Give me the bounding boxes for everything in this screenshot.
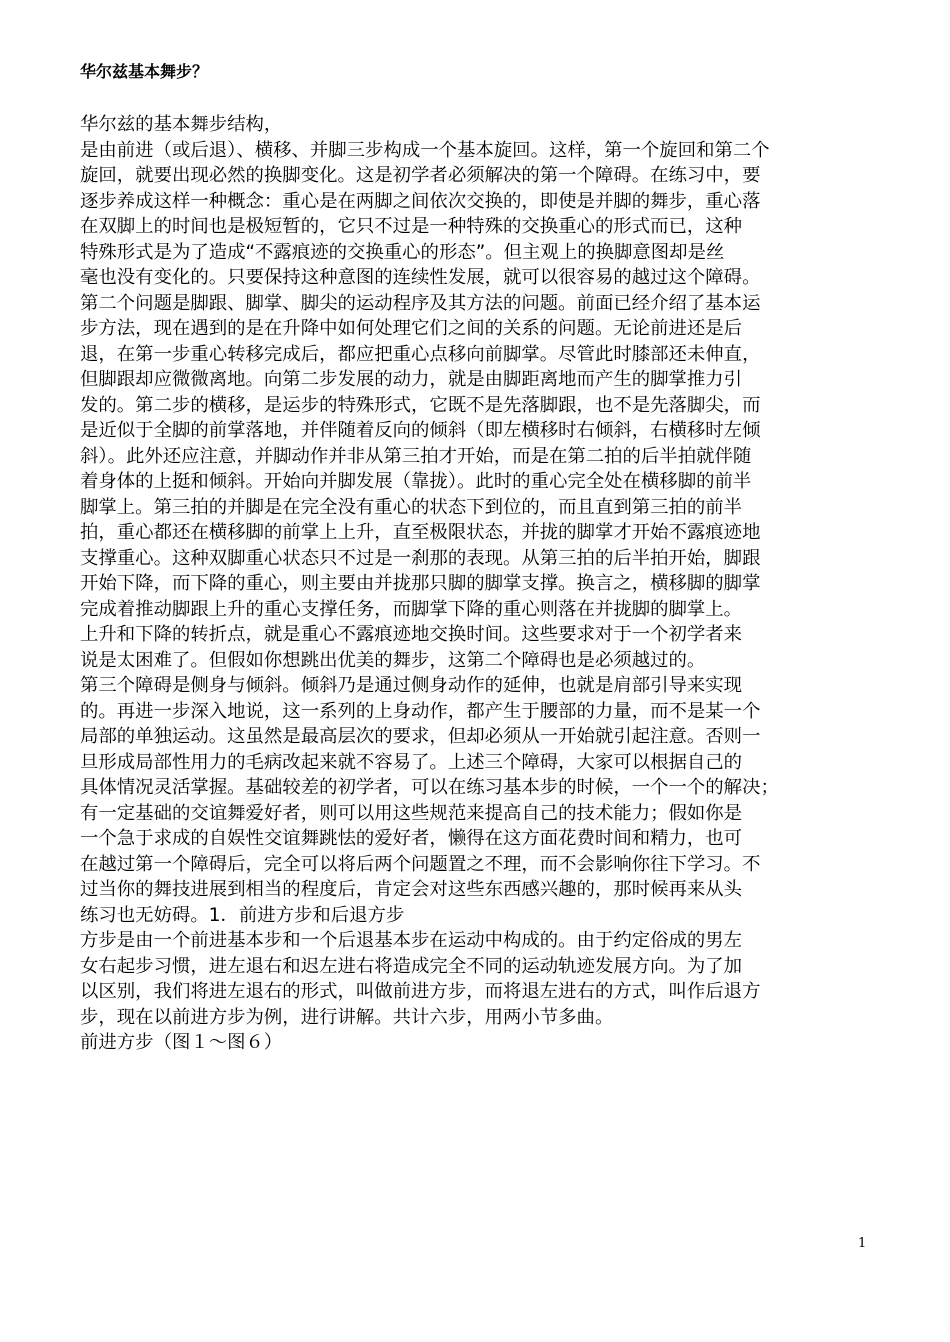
document-body: [80, 112, 880, 1056]
text-line: 发的。第二步的横移，是运步的特殊形式，它既不是先落脚跟，也不是先落脚尖，而: [80, 394, 761, 416]
text-line: 斜）。此外还应注意，并脚动作并非从第三拍才开始，而是在第二拍的后半拍就伴随: [80, 445, 752, 467]
text-line: 拍，重心都还在横移脚的前掌上上升，直至极限状态，并拢的脚掌才开始不露痕迹地: [80, 522, 761, 543]
text-line: 但脚跟却应微微离地。向第二步发展的动力，就是由脚距离地而产生的脚掌推力引: [80, 369, 743, 390]
text-line: 旋回，就要出现必然的换脚变化。这是初学者必须解决的第一个障碍。在练习中，要: [80, 165, 761, 186]
text-line: 毫也没有变化的。只要保持这种意图的连续性发展，就可以很容易的越过这个障碍。: [80, 267, 761, 288]
text-line: 方步是由一个前进基本步和一个后退基本步在运动中构成的。由于约定俗成的男左: [80, 930, 743, 951]
text-line: 以区别，我们将进左退右的形式，叫做前进方步，而将退左进右的方式，叫作后退方: [80, 981, 761, 1002]
text-line: 步方法，现在遇到的是在升降中如何处理它们之间的关系的问题。无论前进还是后: [80, 318, 743, 339]
text-line: 着身体的上挺和倾斜。开始向并脚发展（靠拢）。此时的重心完全处在横移脚的前半: [80, 471, 752, 492]
text-line: 前进方步（图１～图６）: [80, 1032, 283, 1053]
text-line: 特殊形式是为了造成“不露痕迹的交换重心的形态”。但主观上的换脚意图却是丝: [80, 241, 725, 263]
text-line: 上升和下降的转折点，就是重心不露痕迹地交换时间。这些要求对于一个初学者来: [80, 624, 743, 645]
text-line: 一个急于求成的自娱性交谊舞跳怯的爱好者，懒得在这方面花费时间和精力，也可: [80, 828, 743, 849]
text-line: 是近似于全脚的前掌落地，并伴随着反向的倾斜（即左横移时右倾斜，右横移时左倾: [80, 420, 761, 441]
text-line: 练习也无妨碍。1．前进方步和后退方步: [80, 904, 405, 926]
text-line: 第二个问题是脚跟、脚掌、脚尖的运动程序及其方法的问题。前面已经介绍了基本运: [80, 292, 761, 314]
text-line: 开始下降，而下降的重心，则主要由并拢那只脚的脚掌支撑。换言之，横移脚的脚掌: [80, 573, 761, 594]
text-line: 女右起步习惯，进左退右和迟左进右将造成完全不同的运动轨迹发展方向。为了加: [80, 955, 743, 977]
text-line: 在双脚上的时间也是极短暂的，它只不过是一种特殊的交换重心的形式而已，这种: [80, 216, 743, 237]
text-line: 说是太困难了。但假如你想跳出优美的舞步，这第二个障碍也是必须越过的。: [80, 649, 706, 671]
text-line: 局部的单独运动。这虽然是最高层次的要求，但却必须从一开始就引起注意。否则一: [80, 726, 761, 747]
text-line: 退，在第一步重心转移完成后，都应把重心点移向前脚掌。尽管此时膝部还未伸直，: [80, 343, 761, 365]
text-line: 华尔兹的基本舞步结构，: [80, 114, 283, 135]
text-line: 逐步养成这样一种概念：重心是在两脚之间依次交换的，即使是并脚的舞步，重心落: [80, 190, 761, 212]
text-line: 具体情况灵活掌握。基础较差的初学者，可以在练习基本步的时候，一个一个的解决；: [80, 777, 779, 798]
text-line: 完成着推动脚跟上升的重心支撑任务，而脚掌下降的重心则落在并拢脚的脚掌上。: [80, 598, 743, 620]
text-line: 步，现在以前进方步为例，进行讲解。共计六步，用两小节多曲。: [80, 1006, 614, 1028]
text-line: 有一定基础的交谊舞爱好者，则可以用这些规范来提高自己的技术能力；假如你是: [80, 802, 743, 824]
text-line: 在越过第一个障碍后，完全可以将后两个问题置之不理，而不会影响你往下学习。不: [80, 853, 761, 875]
text-line: 是由前进（或后退）、横移、并脚三步构成一个基本旋回。这样，第一个旋回和第二个: [80, 139, 770, 161]
text-line: 过当你的舞技进展到相当的程度后，肯定会对这些东西感兴趣的，那时候再来从头: [80, 879, 743, 900]
page-number: 1: [858, 1236, 867, 1251]
text-line: 支撑重心。这种双脚重心状态只不过是一刹那的表现。从第三拍的后半拍开始，脚跟: [80, 547, 761, 569]
document-title: 华尔兹基本舞步？: [80, 62, 209, 81]
text-line: 旦形成局部性用力的毛病改起来就不容易了。上述三个障碍，大家可以根据自己的: [80, 751, 743, 773]
text-line: 的。再进一步深入地说，这一系列的上身动作，都产生于腰部的力量，而不是某一个: [80, 700, 761, 722]
text-line: 脚掌上。第三拍的并脚是在完全没有重心的状态下到位的，而且直到第三拍的前半: [80, 496, 743, 518]
text-line: 第三个障碍是侧身与倾斜。倾斜乃是通过侧身动作的延伸，也就是肩部引导来实现: [80, 675, 743, 696]
